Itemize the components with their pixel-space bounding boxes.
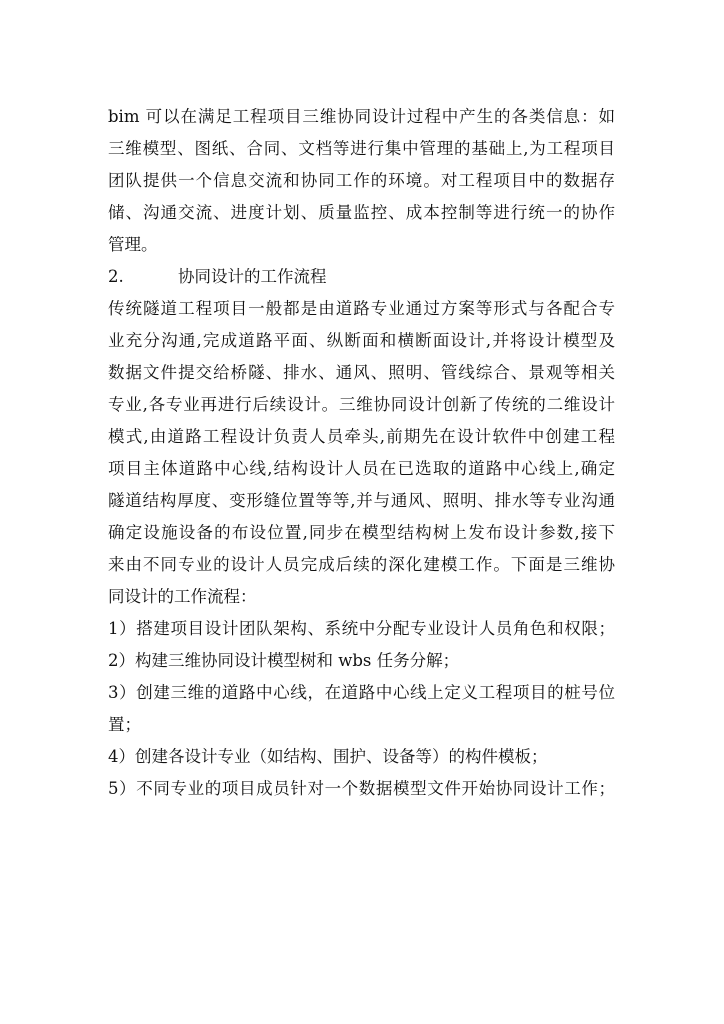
text-line: 团队提供一个信息交流和协同工作的环境。对工程项目中的数据存 bbox=[108, 171, 615, 190]
list-item: 2）构建三维协同设计模型树和 wbs 任务分解； bbox=[108, 651, 460, 670]
text-line: 储、沟通交流、进度计划、质量监控、成本控制等进行统一的协作 bbox=[108, 203, 615, 222]
text-line: 业充分沟通,完成道路平面、纵断面和横断面设计,并将设计模型及 bbox=[108, 331, 615, 350]
list-item-continuation: 置； bbox=[108, 715, 141, 734]
paragraph-workflow bbox=[108, 293, 615, 613]
paragraph-bim-intro bbox=[108, 101, 615, 261]
section-heading bbox=[108, 261, 615, 293]
text-line: 专业,各专业再进行后续设计。三维协同设计创新了传统的二维设计 bbox=[108, 395, 615, 414]
text-line: bim 可以在满足工程项目三维协同设计过程中产生的各类信息：如 bbox=[108, 107, 615, 126]
section-title: 协同设计的工作流程 bbox=[178, 267, 327, 286]
text-line: 来由不同专业的设计人员完成后续的深化建模工作。下面是三维协 bbox=[108, 555, 615, 574]
text-line: 模式,由道路工程设计负责人员牵头,前期先在设计软件中创建工程 bbox=[108, 427, 615, 446]
list-item: 1）搭建项目设计团队架构、系统中分配专业设计人员角色和权限； bbox=[108, 619, 615, 638]
text-line: 传统隧道工程项目一般都是由道路专业通过方案等形式与各配合专 bbox=[108, 299, 615, 318]
text-line: 隧道结构厚度、变形缝位置等等,并与通风、照明、排水等专业沟通 bbox=[108, 491, 615, 510]
text-line: 管理。 bbox=[108, 235, 158, 254]
text-line: 三维模型、图纸、合同、文档等进行集中管理的基础上,为工程项目 bbox=[108, 139, 615, 158]
workflow-steps-list bbox=[108, 613, 615, 805]
list-item: 3）创建三维的道路中心线，在道路中心线上定义工程项目的桩号位 bbox=[108, 683, 615, 702]
document-page bbox=[108, 101, 615, 805]
list-item: 5）不同专业的项目成员针对一个数据模型文件开始协同设计工作； bbox=[108, 779, 615, 798]
text-line: 数据文件提交给桥隧、排水、通风、照明、管线综合、景观等相关 bbox=[108, 363, 615, 382]
list-item: 4）创建各设计专业（如结构、围护、设备等）的构件模板； bbox=[108, 747, 548, 766]
text-line: 同设计的工作流程： bbox=[108, 587, 257, 606]
text-line: 确定设施设备的布设位置,同步在模型结构树上发布设计参数,接下 bbox=[108, 523, 615, 542]
section-number: 2. bbox=[108, 267, 124, 286]
text-line: 项目主体道路中心线,结构设计人员在已选取的道路中心线上,确定 bbox=[108, 459, 615, 478]
